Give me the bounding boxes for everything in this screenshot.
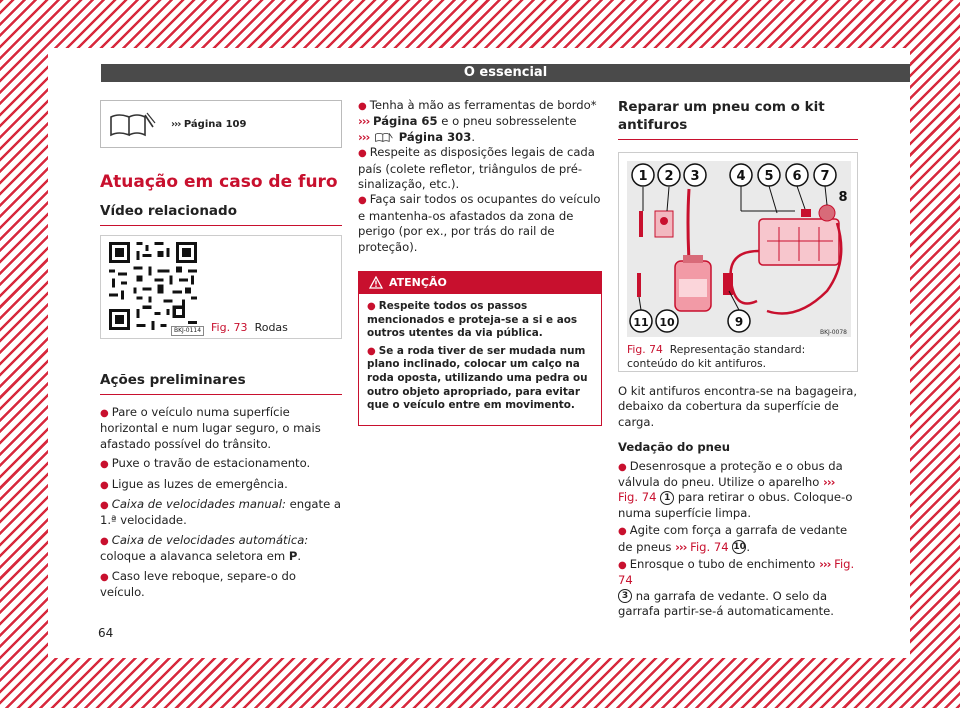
figure-code: BKJ-0078 — [819, 329, 847, 336]
label-3 — [684, 164, 706, 186]
figure-caption — [211, 320, 288, 335]
step-3: ● Enrosque o tubo de enchimento ››› Fig. 74 3 na garrafa de vedante. O selo da garrafa partir-se-á automaticamente. — [618, 557, 855, 619]
figure-text: Representação standard: conteúdo do kit antifuros. — [627, 343, 806, 370]
figure-text: Rodas — [254, 321, 288, 334]
svg-text:5: 5 — [764, 169, 774, 184]
svg-text:4: 4 — [736, 169, 746, 184]
figure-label: Fig. 74 — [627, 343, 663, 356]
reference-box — [100, 100, 342, 148]
svg-text:1: 1 — [638, 169, 648, 184]
warning-item: ● Se a roda tiver de ser mudada num plano inclinado, colocar um calço na roda oposta, utilizando uma pedra ou outro objeto apropriado, para evitar que o veículo entre em movimento. — [367, 344, 588, 412]
sealing-heading: Vedação do pneu — [618, 440, 730, 455]
list-item: ● Caixa de velocidades manual: engate a 1.ª velocidade. — [100, 497, 342, 528]
fig-ref[interactable]: Fig. 74 — [618, 490, 657, 505]
link-page-303[interactable]: Página 303 — [398, 129, 472, 144]
warning-box — [358, 271, 602, 426]
label-8 — [838, 190, 847, 205]
book-icon — [107, 109, 157, 139]
qr-code[interactable] — [109, 242, 197, 330]
kit-location-text: O kit antifuros encontra-se na bagageira, debaixo da cobertura da superfície de carga. — [618, 384, 858, 429]
list-item: ● Pare o veículo numa superfície horizontal e num lugar seguro, o mais afastado possível do trânsito. — [100, 405, 321, 451]
svg-text:7: 7 — [820, 169, 830, 184]
label-7 — [814, 164, 836, 186]
repair-heading: Reparar um pneu com o kit antifuros — [618, 98, 858, 140]
book-icon — [373, 131, 395, 143]
svg-text:10: 10 — [659, 316, 675, 329]
callout-number: 3 — [618, 589, 632, 603]
warning-item: ● Respeite todos os passos mencionados e proteja-se a si e aos outros utentes da via pública. — [367, 300, 578, 340]
left-column — [100, 98, 342, 604]
label-1 — [632, 164, 654, 186]
step-2: ● Agite com força a garrafa de vedante de pneus ››› Fig. 74 10. — [618, 523, 848, 554]
link-page-65[interactable]: Página 65 — [373, 114, 438, 129]
middle-column — [358, 98, 602, 426]
svg-text:3: 3 — [690, 169, 700, 184]
list-item: ● Ligue as luzes de emergência. — [100, 476, 288, 491]
svg-text:6: 6 — [792, 169, 802, 184]
reference-link[interactable]: ››› Página 109 — [171, 119, 247, 130]
label-6 — [786, 164, 808, 186]
figure-caption — [627, 343, 851, 370]
fig-ref[interactable]: Fig. 74 — [618, 557, 855, 588]
label-2 — [658, 164, 680, 186]
label-4 — [730, 164, 752, 186]
step-1: ● Desenrosque a proteção e o obus da válvula do pneu. Utilize o aparelho ››› Fig. 74 1 para retirar o obus. Coloque-o numa superfície limpa. — [618, 458, 853, 520]
svg-text:9: 9 — [734, 315, 744, 329]
page-number: 64 — [98, 626, 114, 640]
warning-icon — [369, 276, 383, 289]
video-box — [100, 235, 342, 339]
figure-label: Fig. 73 — [211, 321, 248, 334]
svg-text:2: 2 — [664, 169, 674, 184]
list-item: ● Puxe o travão de estacionamento. — [100, 456, 311, 471]
warning-header: ATENÇÃO — [359, 272, 601, 294]
tools-bullet: ● Tenha à mão as ferramentas de bordo* ››› Página 65 e o pneu sobresselente ››› Página 303. — [358, 98, 597, 144]
occupants-bullet: ● Faça sair todos os ocupantes do veículo e mantenha-os afastados da zona de perigo (por ex., por trás do rail de proteção). — [358, 192, 601, 254]
figure-box — [618, 152, 858, 372]
svg-text:8: 8 — [838, 190, 848, 205]
label-5 — [758, 164, 780, 186]
page-title: Atuação em caso de furo — [100, 172, 338, 192]
callout-number: 1 — [660, 491, 674, 505]
prelim-list — [100, 405, 342, 600]
qr-code-id: BKJ-0114 — [171, 326, 204, 336]
page — [48, 48, 910, 658]
label-11 — [630, 310, 652, 332]
tire-kit-illustration — [627, 161, 851, 337]
label-10 — [656, 310, 678, 332]
right-column — [618, 98, 858, 620]
label-9 — [728, 310, 750, 332]
callout-number: 10 — [733, 542, 746, 553]
list-item: ● Caso leve reboque, separe-o do veículo. — [100, 568, 297, 600]
svg-text:11: 11 — [633, 316, 649, 329]
video-heading: Vídeo relacionado — [100, 202, 342, 226]
fig-ref[interactable]: Fig. 74 — [690, 539, 729, 554]
list-item: ● Caixa de velocidades automática: coloque a alavanca seletora em P. — [100, 532, 309, 564]
prelim-heading: Ações preliminares — [100, 371, 342, 395]
legal-bullet: ● Respeite as disposições legais de cada país (colete refletor, triângulos de pré-sinalização, etc.). — [358, 145, 595, 192]
section-header: O essencial — [101, 64, 910, 82]
